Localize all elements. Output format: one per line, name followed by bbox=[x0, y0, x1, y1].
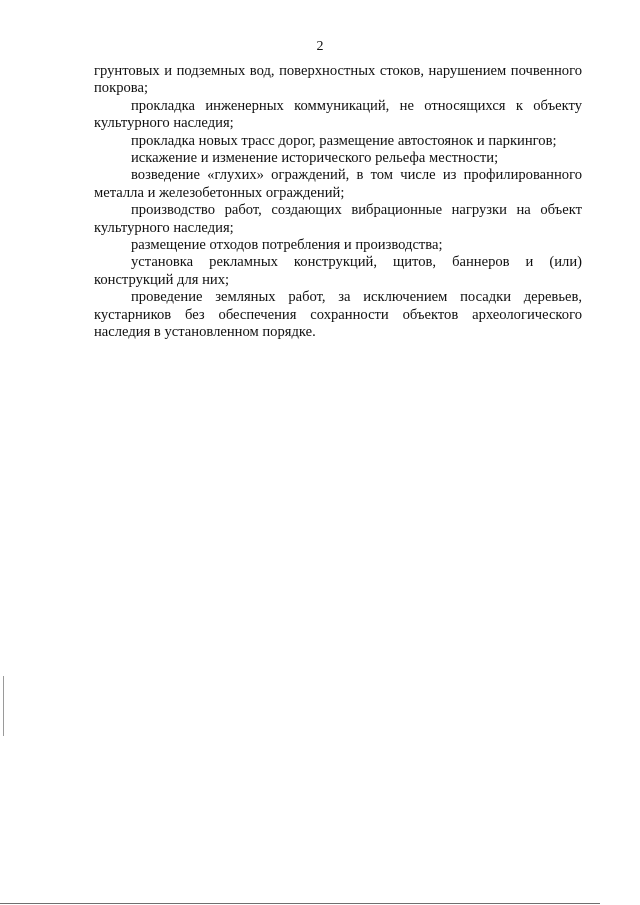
paragraph-new-roads: прокладка новых трасс дорог, размещение автостоянок и паркингов; bbox=[131, 132, 557, 149]
paragraph-waste-placement: размещение отходов потребления и производства; bbox=[131, 237, 443, 254]
paragraph-earthworks: проведение земляных работ, за исключением посадки деревьев, кустарников без обеспечения сохранности объектов археологического наследия в установленном порядке. bbox=[94, 289, 582, 341]
paragraph-relief-distortion: искажение и изменение исторического рельефа местности; bbox=[131, 150, 499, 167]
page-number: 2 bbox=[316, 39, 324, 54]
paragraph-utilities-laying: прокладка инженерных коммуникаций, не относящихся к объекту культурного наследия; bbox=[94, 97, 582, 132]
scan-edge-mark bbox=[3, 676, 4, 736]
scan-bottom-edge bbox=[0, 903, 600, 904]
document-body bbox=[94, 63, 582, 342]
paragraph-advertising-structures: установка рекламных конструкций, щитов, баннеров и (или) конструкций для них; bbox=[94, 254, 582, 288]
paragraph-vibration-works: производство работ, создающих вибрационные нагрузки на объект культурного наследия; bbox=[94, 202, 582, 236]
paragraph-continuation: грунтовых и подземных вод, поверхностных стоков, нарушением почвенного покрова; bbox=[94, 63, 582, 97]
paragraph-solid-fences: возведение «глухих» ограждений, в том числе из профилированного металла и железобетонных ограждений; bbox=[94, 167, 582, 201]
